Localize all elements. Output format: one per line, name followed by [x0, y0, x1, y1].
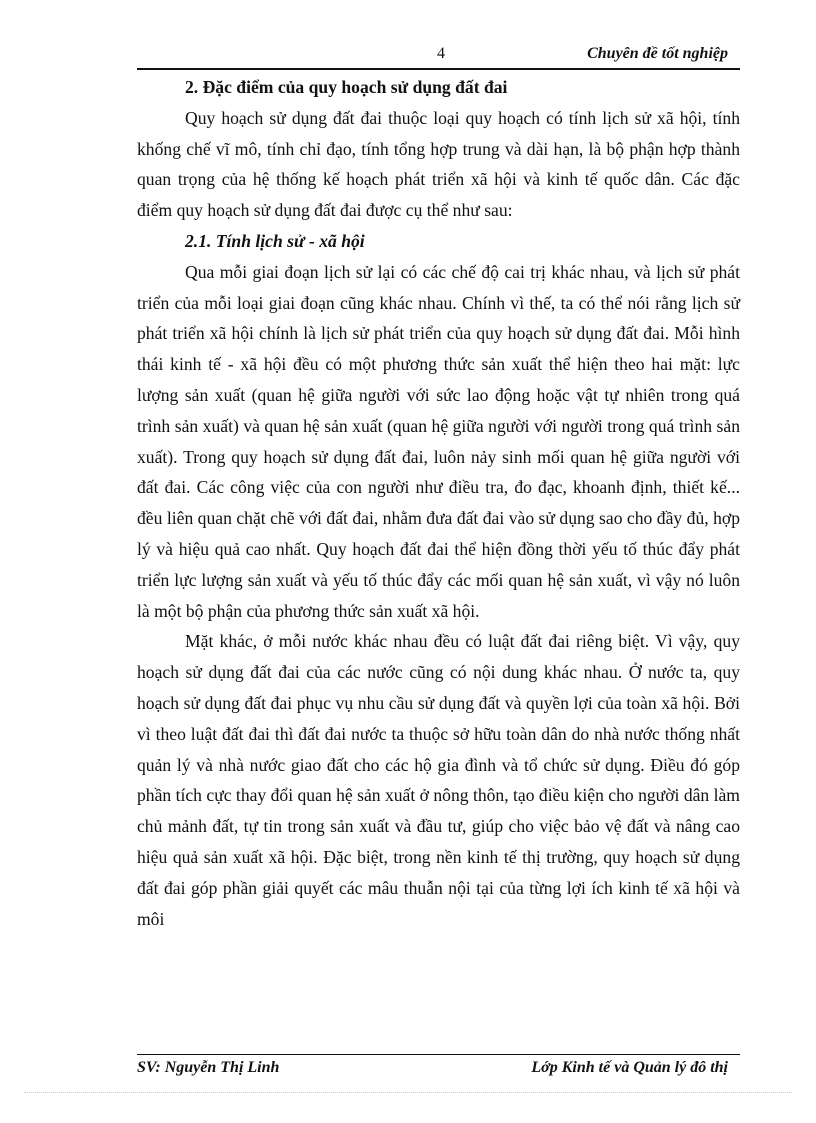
section-heading: 2. Đặc điểm của quy hoạch sử dụng đất đai [185, 77, 508, 97]
page-number: 4 [437, 45, 445, 62]
subsection-heading: 2.1. Tính lịch sử - xã hội [185, 230, 365, 251]
body-paragraph: Mặt khác, ở mỗi nước khác nhau đều có luật đất đai riêng biệt. Vì vậy, quy hoạch sử dụng đất đai của các nước cũng có nội dung khác nhau. Ở nước ta, quy hoạch sử dụng đất đai phục vụ nhu cầu sử dụng đất và quyền lợi của toàn xã hội. Bởi vì theo luật đất đai thì đất đai nước ta thuộc sở hữu toàn dân do nhà nước thống nhất quản lý và nhà nước giao đất cho các hộ gia đình và tổ chức sử dụng. Điều đó góp phần tích cực thay đổi quan hệ sản xuất ở nông thôn, tạo điều kiện cho người dân làm chủ mảnh đất, tự tin trong sản xuất và đầu tư, giúp cho việc bảo vệ đất và nâng cao hiệu quả sản xuất xã hội. Đặc biệt, trong nền kinh tế thị trường, quy hoạch sử dụng đất đai góp phần giải quyết các mâu thuẫn nội tại của từng lợi ích kinh tế xã hội và môi [137, 631, 740, 929]
class-name: Lớp Kinh tế và Quản lý đô thị [531, 1059, 728, 1076]
page-bottom-divider [24, 1092, 792, 1093]
page-header [137, 42, 740, 70]
body-content [137, 72, 740, 934]
section-intro-paragraph: Quy hoạch sử dụng đất đai thuộc loại quy hoạch có tính lịch sử xã hội, tính khống chế vĩ mô, tính chỉ đạo, tính tổng hợp trung và dài hạn, là bộ phận hợp thành quan trọng của hệ thống kế hoạch phát triển xã hội và kinh tế quốc dân. Các đặc điểm quy hoạch sử dụng đất đai được cụ thể như sau: [137, 107, 740, 221]
body-paragraph: Qua mỗi giai đoạn lịch sử lại có các chế độ cai trị khác nhau, và lịch sử phát triển của mỗi loại giai đoạn cũng khác nhau. Chính vì thế, ta có thể nói rằng lịch sử phát triển xã hội chính là lịch sử phát triển của quy hoạch sử dụng đất đai. Mỗi hình thái kinh tế - xã hội đều có một phương thức sản xuất thể hiện theo hai mặt: lực lượng sản xuất (quan hệ giữa người với sức lao động hoặc vật tự nhiên trong quá trình sản xuất) và quan hệ sản xuất (quan hệ giữa người với người trong quá trình sản xuất). Trong quy hoạch sử dụng đất đai, luôn nảy sinh mối quan hệ giữa người với đất đai. Các công việc của con người như điều tra, đo đạc, khoanh định, thiết kế... đều liên quan chặt chẽ với đất đai, nhằm đưa đất đai vào sử dụng sao cho đầy đủ, hợp lý và hiệu quả cao nhất. Quy hoạch đất đai thể hiện đồng thời yếu tố thúc đẩy phát triển lực lượng sản xuất và yếu tố thúc đẩy các mối quan hệ sản xuất, vì vậy nó luôn là một bộ phận của phương thức sản xuất xã hội. [137, 261, 740, 621]
page-footer [137, 1054, 740, 1085]
student-name: SV: Nguyễn Thị Linh [137, 1059, 280, 1076]
document-title: Chuyên đề tốt nghiệp [587, 45, 728, 62]
